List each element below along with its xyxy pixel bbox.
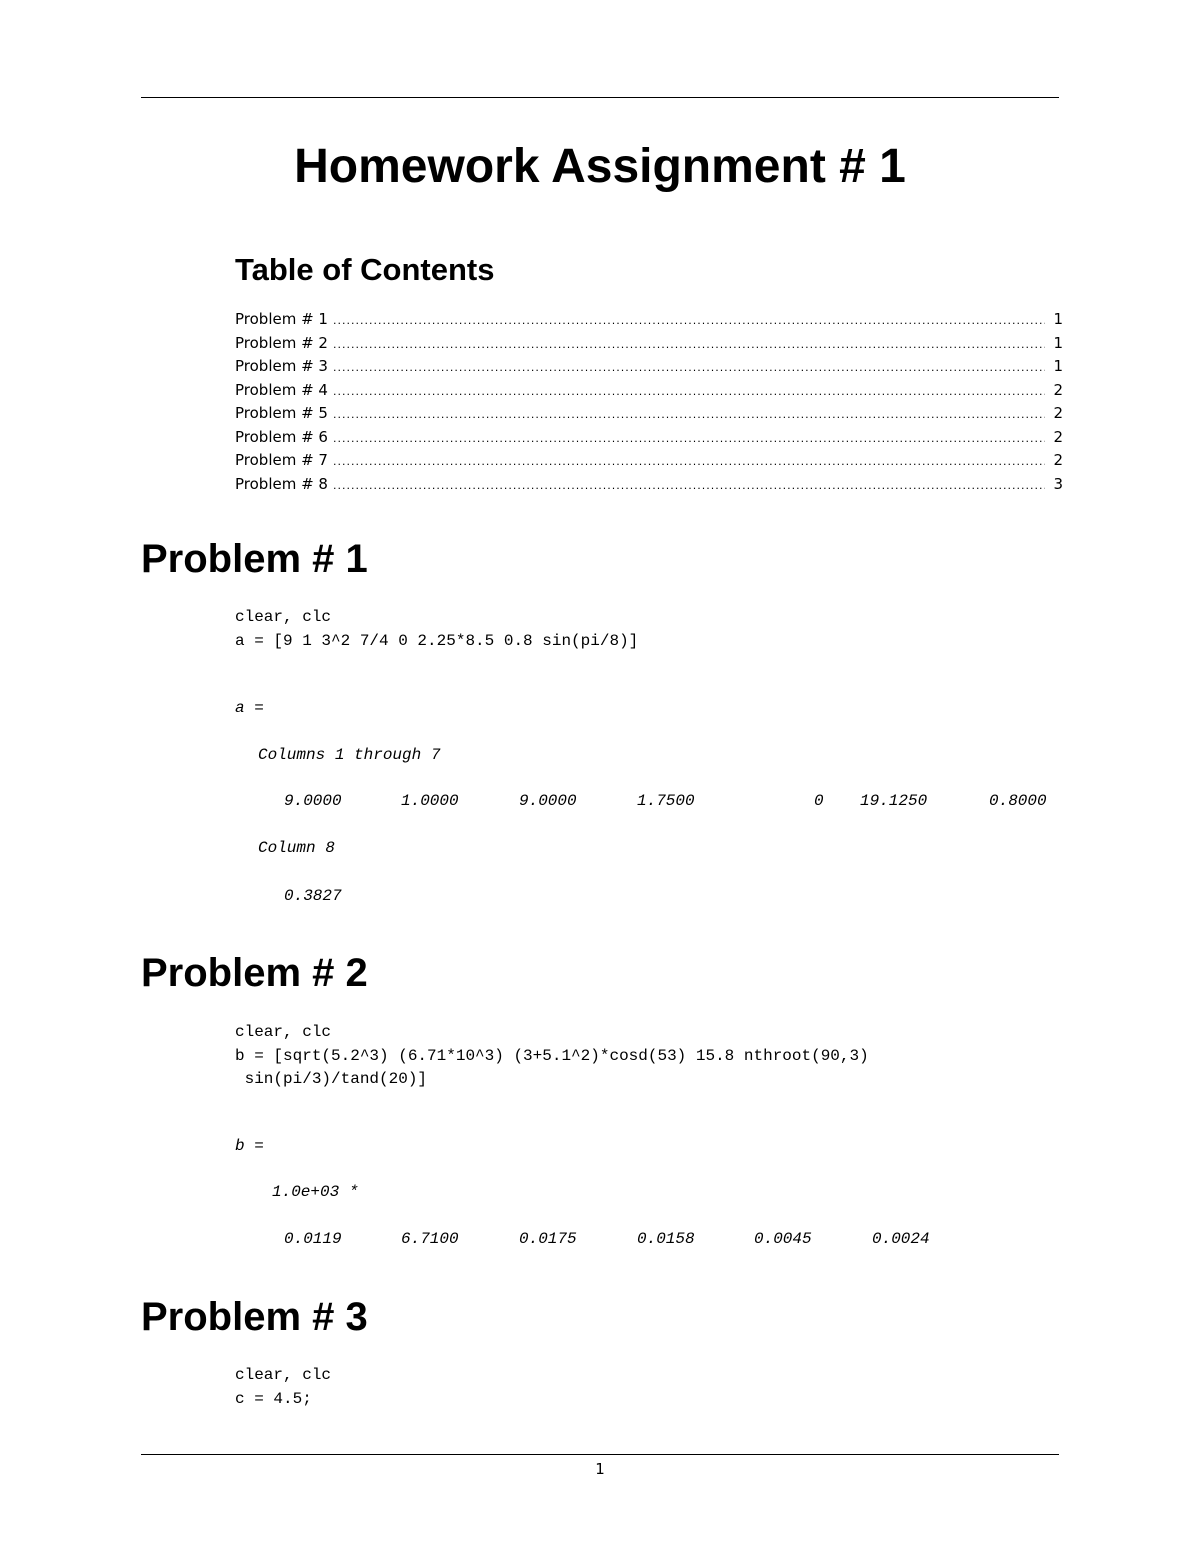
problem-1-column-label: Column 8 <box>258 839 335 857</box>
output-value: 1.7500 <box>637 792 695 810</box>
toc-leader <box>333 474 1045 497</box>
toc-item-page: 3 <box>1053 474 1063 493</box>
code-line: sin(pi/3)/tand(20)] <box>235 1070 428 1088</box>
toc-item-3[interactable] <box>235 355 1063 379</box>
toc-item-label: Problem # 1 <box>235 310 328 328</box>
problem-2-heading: Problem # 2 <box>141 951 368 995</box>
problem-2-output-var: b = <box>235 1137 264 1155</box>
output-value: 0.0175 <box>519 1230 577 1248</box>
toc-leader <box>333 380 1045 403</box>
toc-heading: Table of Contents <box>235 252 495 287</box>
document-title: Homework Assignment # 1 <box>294 140 906 193</box>
problem-1-code <box>235 606 638 653</box>
code-line: c = 4.5; <box>235 1389 312 1408</box>
problem-2-code <box>235 1021 869 1092</box>
toc-item-5[interactable] <box>235 402 1063 426</box>
toc-item-2[interactable] <box>235 332 1063 356</box>
output-value: 0 <box>814 792 824 810</box>
code-line: clear, clc <box>235 1366 332 1384</box>
toc-leader <box>333 403 1045 426</box>
toc-leader <box>333 356 1045 379</box>
problem-1-columns-label: Columns 1 through 7 <box>258 746 441 764</box>
output-value: 0.0158 <box>637 1230 695 1248</box>
table-of-contents <box>235 308 1063 496</box>
toc-item-label: Problem # 8 <box>235 474 328 493</box>
output-value: 0.3827 <box>284 887 342 905</box>
output-value: 9.0000 <box>284 792 342 810</box>
bottom-rule <box>141 1454 1059 1455</box>
toc-item-page: 1 <box>1053 357 1063 375</box>
toc-leader <box>333 427 1045 450</box>
toc-item-page: 2 <box>1053 404 1063 422</box>
toc-item-label: Problem # 4 <box>235 380 328 399</box>
code-line: b = [sqrt(5.2^3) (6.71*10^3) (3+5.1^2)*cosd(53) 15.8 nthroot(90,3) <box>235 1046 869 1065</box>
toc-item-7[interactable] <box>235 449 1063 473</box>
problem-2-output-row <box>0 1228 1200 1251</box>
code-line: clear, clc <box>235 608 332 626</box>
output-value: 0.0119 <box>284 1230 342 1248</box>
output-value: 1.0000 <box>401 792 459 810</box>
toc-item-4[interactable] <box>235 379 1063 403</box>
toc-leader <box>333 333 1045 356</box>
output-value: 9.0000 <box>519 792 577 810</box>
toc-leader <box>333 450 1045 473</box>
output-value: 19.1250 <box>860 792 928 810</box>
problem-2-scale-factor: 1.0e+03 * <box>272 1183 359 1201</box>
problem-3-heading: Problem # 3 <box>141 1295 368 1339</box>
toc-item-page: 2 <box>1053 427 1063 446</box>
problem-1-output-row-2 <box>0 885 1200 908</box>
toc-item-page: 1 <box>1053 333 1063 352</box>
toc-item-label: Problem # 2 <box>235 333 328 352</box>
toc-item-page: 2 <box>1053 451 1063 469</box>
toc-item-page: 1 <box>1053 310 1063 328</box>
toc-item-1[interactable] <box>235 308 1063 332</box>
toc-item-label: Problem # 3 <box>235 357 328 375</box>
toc-item-label: Problem # 5 <box>235 404 328 422</box>
problem-1-output-row <box>0 790 1200 813</box>
toc-leader <box>333 309 1045 332</box>
output-value: 6.7100 <box>401 1230 459 1248</box>
output-value: 0.0045 <box>754 1230 812 1248</box>
toc-item-label: Problem # 7 <box>235 451 328 469</box>
toc-item-6[interactable] <box>235 426 1063 450</box>
toc-item-page: 2 <box>1053 380 1063 399</box>
problem-1-output-var: a = <box>235 699 264 717</box>
problem-1-heading: Problem # 1 <box>141 537 368 581</box>
page-number: 1 <box>595 1460 605 1478</box>
code-line: clear, clc <box>235 1023 332 1041</box>
toc-item-8[interactable] <box>235 473 1063 497</box>
problem-3-code <box>235 1364 331 1411</box>
toc-item-label: Problem # 6 <box>235 427 328 446</box>
code-line: a = [9 1 3^2 7/4 0 2.25*8.5 0.8 sin(pi/8)] <box>235 631 639 650</box>
top-rule <box>141 97 1059 98</box>
output-value: 0.0024 <box>872 1230 930 1248</box>
output-value: 0.8000 <box>989 792 1047 810</box>
